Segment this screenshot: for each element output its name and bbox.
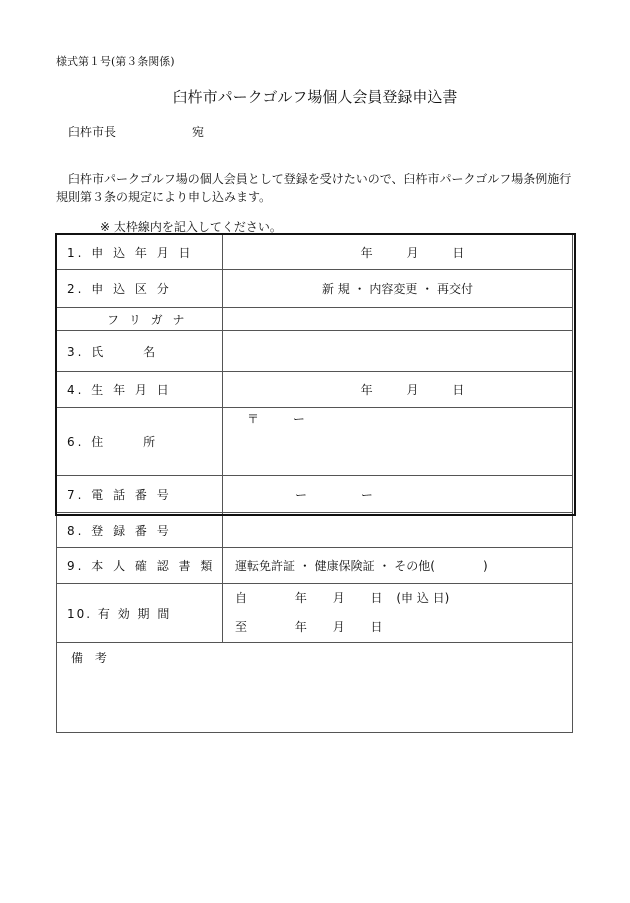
address-field[interactable] <box>223 408 573 476</box>
day-mark: 日 <box>370 620 383 634</box>
from-note: (申 込 日) <box>396 591 450 605</box>
label-application-type: 2. 申 込 区 分 <box>57 270 223 308</box>
row-application-date <box>57 235 573 270</box>
row-application-type <box>57 270 573 308</box>
label-registration-number: 8. 登 録 番 号 <box>57 513 223 548</box>
row-phone <box>57 476 573 513</box>
application-form-table <box>56 234 573 733</box>
label-id-documents: 9. 本 人 確 認 書 類 <box>57 548 223 584</box>
row-remarks <box>57 643 573 733</box>
remarks-field[interactable] <box>57 643 573 733</box>
validity-to-line <box>235 613 572 642</box>
to-mark: 至 <box>235 620 248 634</box>
label-birth-date: 4. 生 年 月 日 <box>57 372 223 408</box>
day-mark: 日 <box>452 383 465 397</box>
validity-field <box>223 584 573 643</box>
month-mark: 月 <box>332 620 345 634</box>
from-mark: 自 <box>235 591 248 605</box>
validity-from-line <box>235 584 572 613</box>
form-number: 様式第１号(第３条関係) <box>56 55 175 68</box>
furigana-field[interactable] <box>223 308 573 331</box>
day-mark: 日 <box>452 245 465 260</box>
postal-dash: ー <box>292 412 305 426</box>
label-application-date: 1. 申 込 年 月 日 <box>57 235 223 270</box>
label-validity: 10. 有 効 期 間 <box>57 584 223 643</box>
label-name: 3. 氏 名 <box>57 331 223 372</box>
addressee-suffix: 宛 <box>192 125 205 139</box>
birth-date-field[interactable] <box>223 372 573 408</box>
application-date-field[interactable] <box>223 235 573 270</box>
fill-note: ※ 太枠線内を記入してください。 <box>100 220 282 234</box>
addressee: 臼杵市長 <box>68 125 117 139</box>
postal-mark: 〒 <box>247 412 260 426</box>
label-furigana <box>57 308 223 331</box>
label-address: 6. 住 所 <box>57 408 223 476</box>
day-mark: 日 <box>370 591 383 605</box>
document-title: 臼杵市パークゴルフ場個人会員登録申込書 <box>172 88 458 106</box>
phone-dash-1: ー <box>295 487 308 502</box>
label-phone: 7. 電 話 番 号 <box>57 476 223 513</box>
year-mark: 年 <box>294 620 307 634</box>
month-mark: 月 <box>406 383 419 397</box>
year-mark: 年 <box>360 383 373 397</box>
id-documents-options[interactable]: 運転免許証 ・ 健康保険証 ・ その他( ) <box>223 548 573 584</box>
month-mark: 月 <box>406 245 419 260</box>
year-mark: 年 <box>360 245 373 260</box>
row-id-documents <box>57 548 573 584</box>
month-mark: 月 <box>332 591 345 605</box>
application-type-options[interactable]: 新 規 ・ 内容変更 ・ 再交付 <box>223 270 573 308</box>
year-mark: 年 <box>294 591 307 605</box>
row-birth-date <box>57 372 573 408</box>
registration-number-field <box>223 513 573 548</box>
phone-field[interactable] <box>223 476 573 513</box>
label-furigana-text: フ リ ガ ナ <box>107 312 188 327</box>
row-furigana <box>57 308 573 331</box>
row-address <box>57 408 573 476</box>
name-field[interactable] <box>223 331 573 372</box>
intro-text: 臼杵市パークゴルフ場の個人会員として登録を受けたいので、臼杵市パークゴルフ場条例施行規則第３条の規定により申し込みます。 <box>56 172 572 204</box>
row-name <box>57 331 573 372</box>
row-validity <box>57 584 573 643</box>
row-registration-number <box>57 513 573 548</box>
label-remarks: 備 考 <box>71 651 111 665</box>
phone-dash-2: ー <box>360 487 373 502</box>
